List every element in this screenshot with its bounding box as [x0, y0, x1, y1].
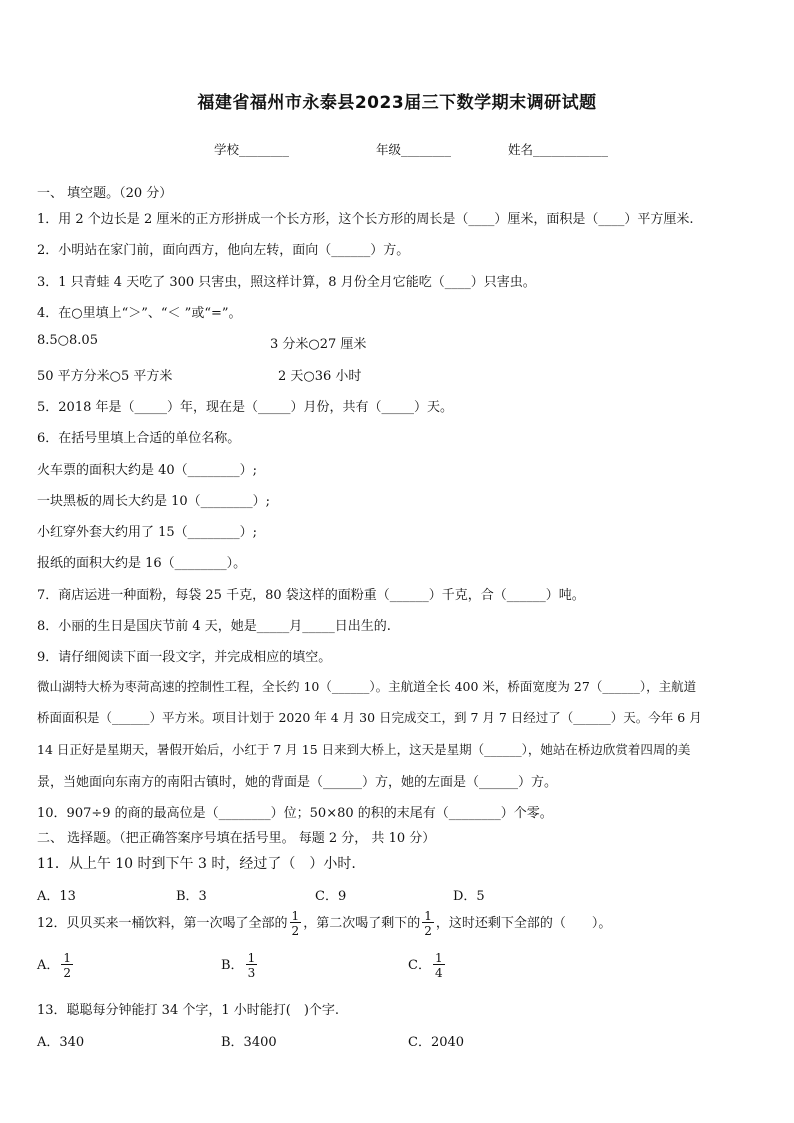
option-b-fraction: $\frac{1}{3}$	[247, 951, 256, 980]
question-9-line-1: 微山湖特大桥为枣菏高速的控制性工程，全长约 10（______）。主航道全长 400 米，桥面宽度为 27（______），主航道	[37, 679, 697, 694]
question-9: 9．请仔细阅读下面一段文字，并完成相应的填空。	[37, 650, 332, 665]
school-field: 学校________	[214, 142, 290, 157]
question-12-text-end: ，这时还剩下全部的（ ）。	[435, 916, 612, 931]
question-7: 7．商店运进一种面粉，每袋 25 千克，80 袋这样的面粉重（______）千克，合（______）吨。	[37, 588, 585, 603]
question-13-option-a: A．340	[37, 1035, 85, 1050]
question-9-line-3: 14 日正好是星期天，暑假开始后，小红于 7 月 15 日来到大桥上，这天是星期（______），她站在桥边欣赏着四周的美	[37, 742, 691, 757]
section-heading-choice: 二、 选择题。（把正确答案序号填在括号里。 每题 2 分， 共 10 分）	[37, 831, 436, 846]
question-13-option-b: B．3400	[221, 1035, 277, 1050]
question-12-option-a: A． $\frac{1}{2}$	[37, 951, 72, 980]
question-9-line-4: 景，当她面向东南方的南阳古镇时，她的背面是（______）方，她的左面是（______）方。	[37, 775, 558, 790]
question-11: 11．从上午 10 时到下午 3 时，经过了（ ）小时.	[37, 856, 356, 872]
question-11-option-d: D．5	[453, 889, 485, 904]
question-13: 13．聪聪每分钟能打 34 个字，1 小时能打( )个字.	[37, 1003, 340, 1018]
question-12-option-b: B． $\frac{1}{3}$	[221, 951, 256, 980]
question-6-item-b: 一块黑板的周长大约是 10（________）;	[37, 494, 271, 509]
question-5: 5．2018 年是（_____）年，现在是（_____）月份，共有（_____）天。	[37, 400, 453, 415]
question-13-option-c: C．2040	[408, 1035, 465, 1050]
question-4-item-b: 3 分米○27 厘米	[270, 337, 367, 352]
question-10: 10．907÷9 的商的最高位是（________）位；50×80 的积的末尾有（________）个零。	[37, 806, 553, 821]
question-12-fraction-1: $\frac{1}{2}$	[291, 909, 300, 938]
page-title: 福建省福州市永泰县2023届三下数学期末调研试题	[197, 93, 597, 113]
question-8: 8．小丽的生日是国庆节前 4 天，她是_____月_____日出生的.	[37, 619, 391, 634]
question-12-text-start: 12．贝贝买来一桶饮料，第一次喝了全部的	[37, 916, 288, 931]
grade-field: 年级________	[376, 142, 452, 157]
question-6: 6．在括号里填上合适的单位名称。	[37, 431, 241, 446]
question-6-item-a: 火车票的面积大约是 40（________）;	[37, 463, 258, 478]
question-9-line-2: 桥面面积是（______）平方米。项目计划于 2020 年 4 月 30 日完成交工，到 7 月 7 日经过了（______）天。今年 6 月	[37, 710, 702, 725]
question-11-option-b: B．3	[176, 889, 207, 904]
question-1: 1．用 2 个边长是 2 厘米的正方形拼成一个长方形，这个长方形的周长是（____）厘米，面积是（____）平方厘米.	[37, 212, 694, 227]
question-6-item-d: 报纸的面积大约是 16（________）。	[37, 556, 247, 571]
question-12	[37, 910, 611, 937]
section-heading-fill-in: 一、 填空题。（20 分）	[37, 186, 173, 201]
question-4: 4．在○里填上“＞”、“＜ ”或“=”。	[37, 306, 242, 321]
question-12-option-c: C． $\frac{1}{4}$	[408, 951, 443, 980]
question-4-item-c: 50 平方分米○5 平方米	[37, 369, 173, 384]
question-4-item-d: 2 天○36 小时	[278, 369, 362, 384]
question-11-option-c: C．9	[315, 889, 347, 904]
question-4-item-a: 8.5○8.05	[37, 333, 98, 348]
question-6-item-c: 小红穿外套大约用了 15（________）;	[37, 525, 258, 540]
question-2: 2．小明站在家门前，面向西方，他向左转，面向（______）方。	[37, 243, 410, 258]
option-c-fraction: $\frac{1}{4}$	[434, 951, 443, 980]
name-field: 姓名____________	[508, 142, 609, 157]
question-3: 3．1 只青蛙 4 天吃了 300 只害虫，照这样计算，8 月份全月它能吃（____）只害虫。	[37, 275, 536, 290]
question-11-option-a: A．13	[37, 889, 76, 904]
question-12-fraction-2: $\frac{1}{2}$	[424, 909, 432, 938]
question-12-text-middle: ，第二次喝了剩下的	[303, 916, 421, 931]
option-a-fraction: $\frac{1}{2}$	[63, 951, 72, 980]
